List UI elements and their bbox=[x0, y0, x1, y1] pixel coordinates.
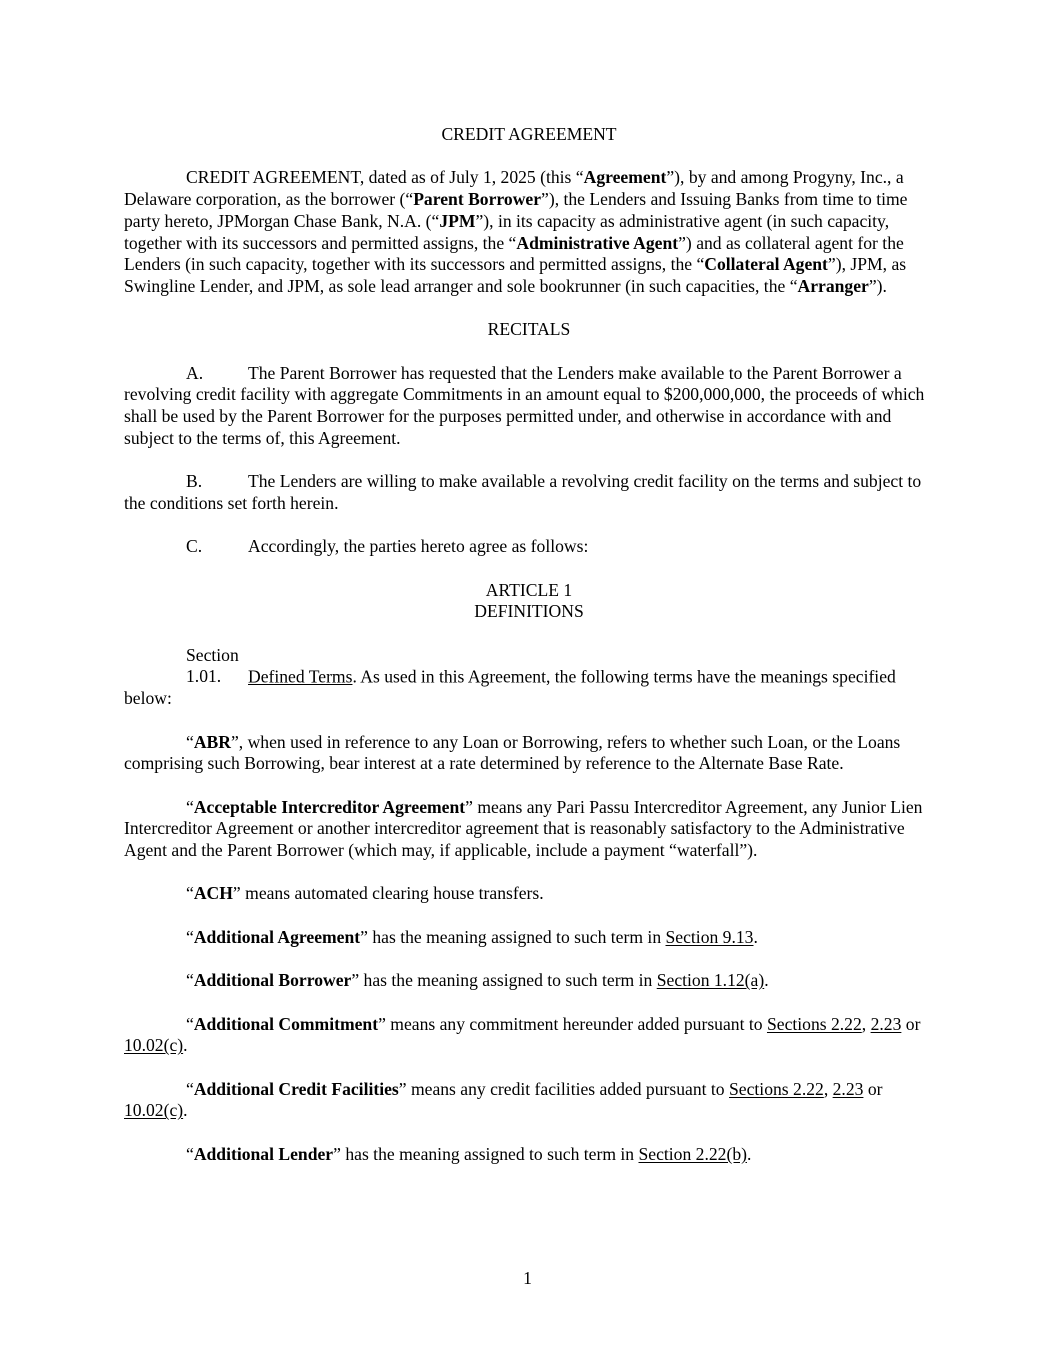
text-run: . bbox=[183, 1035, 188, 1056]
defined-term: Arranger bbox=[797, 275, 869, 296]
paragraph-label: C. bbox=[186, 536, 203, 557]
defined-term: Additional Lender bbox=[193, 1143, 334, 1164]
text-run: . bbox=[764, 970, 769, 991]
cross-reference-link[interactable]: 2.23 bbox=[832, 1078, 864, 1099]
defined-term: Acceptable Intercreditor Agreement bbox=[193, 796, 466, 817]
text-run: ”), in its capacity as administrative agent (in such capacity, together with its successors and permitted assigns, the “ bbox=[124, 210, 890, 253]
definition-additional-lender bbox=[124, 1144, 934, 1166]
text-run: “ bbox=[186, 970, 194, 991]
text-run: ” means any Pari Passu Intercreditor Agreement, any Junior Lien Intercreditor Agreement or another intercreditor agreement that is reasonably satisfactory to the Administrative Agent and the Parent Borrower (which may, if applicable, include a payment “waterfall”). bbox=[124, 796, 923, 861]
text-run: ”, when used in reference to any Loan or Borrowing, refers to whether such Loan, or the Loans comprising such Borrowing, bear interest at a rate determined by reference to the Alternate Base Rate. bbox=[124, 731, 901, 774]
definition-additional-credit-facilities bbox=[124, 1079, 934, 1122]
text-run: “ bbox=[186, 796, 194, 817]
defined-term: ACH bbox=[193, 883, 233, 904]
defined-term: JPM bbox=[439, 210, 476, 231]
paragraph-label: A. bbox=[186, 362, 204, 383]
recital-a bbox=[124, 363, 934, 450]
text-run: . bbox=[753, 926, 758, 947]
section-1-01 bbox=[124, 645, 934, 710]
text-run: ” means any commitment hereunder added pursuant to bbox=[378, 1013, 767, 1034]
definition-acceptable-intercreditor-agreement bbox=[124, 797, 934, 862]
preamble bbox=[124, 167, 934, 297]
text-run: ”), the Lenders and Issuing Banks from time to time party hereto, JPMorgan Chase Bank, N.A. (“ bbox=[124, 189, 908, 231]
text-run: . bbox=[183, 1100, 188, 1121]
recital-b bbox=[124, 471, 934, 514]
cross-reference-link[interactable]: Sections 2.22 bbox=[766, 1013, 862, 1034]
defined-term: ABR bbox=[193, 731, 231, 752]
text-run: ”) and as collateral agent for the Lenders (in such capacity, together with its successors and permitted assigns, the “ bbox=[124, 232, 904, 275]
cross-reference-link[interactable]: Section 9.13 bbox=[665, 926, 754, 947]
text-run: or bbox=[901, 1013, 921, 1034]
defined-term: Administrative Agent bbox=[516, 232, 679, 253]
text-run: “ bbox=[186, 883, 194, 904]
definition-ach bbox=[124, 883, 934, 905]
text-run: “ bbox=[186, 1013, 194, 1034]
definition-additional-borrower bbox=[124, 970, 934, 992]
definition-additional-agreement bbox=[124, 927, 934, 949]
defined-term: Additional Borrower bbox=[193, 970, 352, 991]
text-run: Accordingly, the parties hereto agree as follows: bbox=[248, 536, 589, 557]
cross-reference-link[interactable]: 10.02(c) bbox=[124, 1100, 184, 1121]
text-run: CREDIT AGREEMENT, dated as of July 1, 2025 (this “ bbox=[186, 167, 584, 188]
paragraph-label: B. bbox=[186, 471, 203, 492]
cross-reference-link[interactable]: 2.23 bbox=[870, 1013, 902, 1034]
text-run: ” has the meaning assigned to such term in bbox=[333, 1143, 639, 1164]
cross-reference-link[interactable]: 10.02(c) bbox=[124, 1035, 184, 1056]
text-run: or bbox=[863, 1078, 883, 1099]
page-number: 1 bbox=[523, 1268, 532, 1288]
paragraph-label: Section 1.01. bbox=[186, 644, 239, 687]
text-run: “ bbox=[186, 1143, 194, 1164]
cross-reference-link[interactable]: Section 2.22(b) bbox=[638, 1143, 747, 1164]
text-run: ” has the meaning assigned to such term in bbox=[351, 970, 657, 991]
recitals-heading bbox=[124, 319, 934, 341]
article-heading bbox=[124, 580, 934, 623]
recital-c bbox=[124, 536, 934, 558]
text-run: ” means automated clearing house transfers. bbox=[232, 883, 544, 904]
text-run: . As used in this Agreement, the following terms have the meanings specified below: bbox=[124, 666, 896, 709]
text-run: “ bbox=[186, 926, 194, 947]
cross-reference-link[interactable]: Sections 2.22 bbox=[729, 1078, 824, 1099]
definition-additional-commitment bbox=[124, 1014, 934, 1057]
definition-abr bbox=[124, 732, 934, 775]
text-run: , bbox=[823, 1078, 833, 1099]
document-body bbox=[124, 124, 934, 1187]
defined-term: Additional Credit Facilities bbox=[193, 1078, 399, 1099]
defined-term: Additional Agreement bbox=[193, 926, 361, 947]
text-run: DEFINITIONS bbox=[474, 601, 584, 622]
text-run: “ bbox=[186, 1078, 194, 1099]
text-run: The Lenders are willing to make available a revolving credit facility on the terms and subject to the conditions set forth herein. bbox=[124, 471, 922, 513]
text-run: ” means any credit facilities added pursuant to bbox=[398, 1078, 730, 1099]
text-run: The Parent Borrower has requested that the Lenders make available to the Parent Borrower a revolving credit facility with aggregate Commitments in an amount equal to $200,000,000, the proceeds of which shall be used by the Parent Borrower for the purposes permitted under, and otherwise in accordance with and subject to the terms of, this Agreement. bbox=[124, 362, 925, 448]
text-run: RECITALS bbox=[487, 319, 571, 340]
text-run: CREDIT AGREEMENT bbox=[441, 124, 617, 144]
defined-term: Additional Commitment bbox=[193, 1013, 379, 1034]
text-run: . bbox=[746, 1143, 752, 1164]
text-run: ” has the meaning assigned to such term in bbox=[360, 926, 666, 947]
defined-term: Parent Borrower bbox=[413, 189, 542, 210]
section-heading-text: Defined Terms bbox=[248, 666, 353, 687]
text-run: ”), by and among Progyny, Inc., a Delaware corporation, as the borrower (“ bbox=[124, 167, 904, 210]
defined-term: Collateral Agent bbox=[704, 254, 828, 275]
text-run: , bbox=[861, 1013, 871, 1034]
text-run: “ bbox=[186, 731, 194, 752]
text-run: ”), JPM, as Swingline Lender, and JPM, as sole lead arranger and sole bookrunner (in such capacities, the “ bbox=[124, 254, 907, 296]
defined-term: Agreement bbox=[583, 167, 667, 188]
document-title bbox=[124, 124, 934, 146]
cross-reference-link[interactable]: Section 1.12(a) bbox=[656, 970, 765, 991]
text-run: ”). bbox=[868, 275, 887, 296]
text-run: ARTICLE 1 bbox=[485, 579, 573, 600]
